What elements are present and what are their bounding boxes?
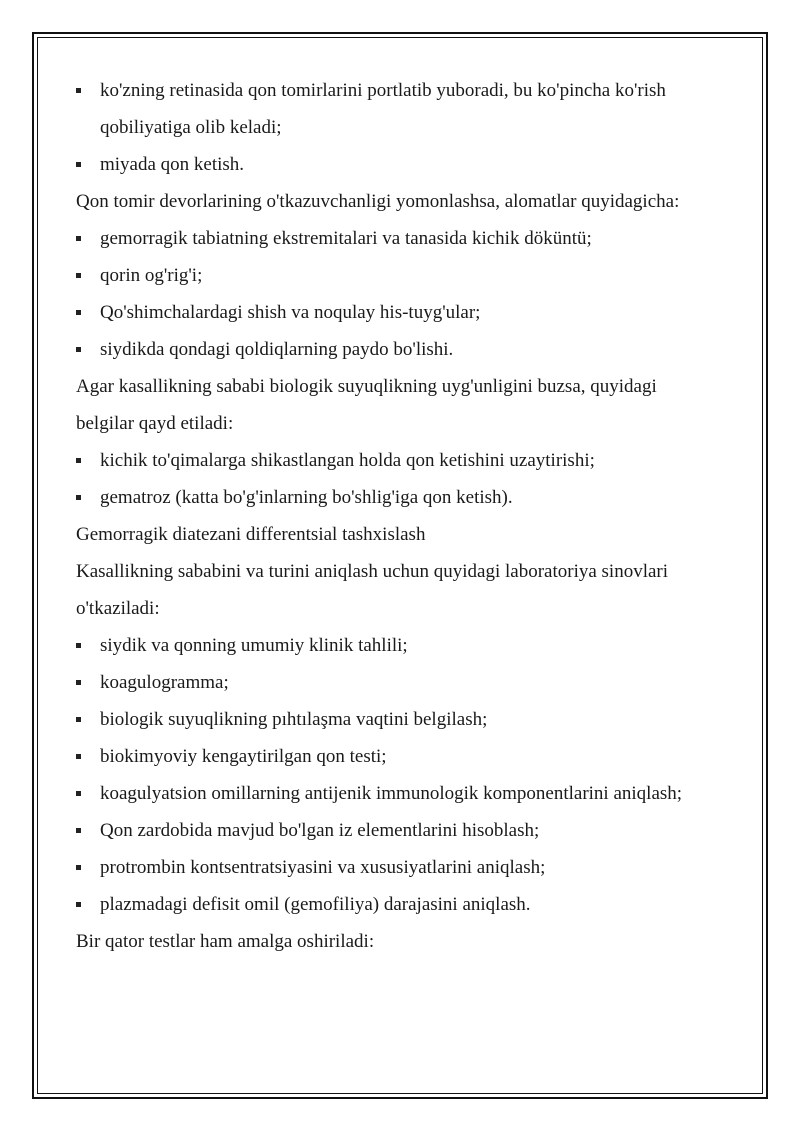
bullet-icon [76, 88, 81, 93]
bullet-list-lab-tests [76, 627, 716, 923]
document-body [76, 72, 716, 960]
list-item [76, 775, 716, 812]
bullet-list-clotting-signs [76, 442, 716, 516]
list-item-text: protrombin kontsentratsiyasini va xususiyatlarini aniqlash; [100, 857, 546, 878]
list-item [76, 294, 716, 331]
bullet-icon [76, 828, 81, 833]
list-item [76, 331, 716, 368]
list-item-text: koagulyatsion omillarning antijenik immunologik komponentlarini aniqlash; [100, 783, 683, 804]
bullet-icon [76, 162, 81, 167]
list-item [76, 627, 716, 664]
list-item-text: ko'zning retinasida qon tomirlarini portlatib yuboradi, bu ko'pincha ko'rish qobiliyatiga olib keladi; [100, 80, 666, 138]
bullet-list-vessel-symptoms [76, 220, 716, 368]
section-heading: Gemorragik diatezani differentsial tashxislash [76, 524, 426, 545]
list-item-text: plazmadagi defisit omil (gemofiliya) darajasini aniqlash. [100, 894, 531, 915]
list-item-text: biologik suyuqlikning pıhtılaşma vaqtini belgilash; [100, 709, 488, 730]
list-item-text: siydikda qondagi qoldiqlarning paydo bo'lishi. [100, 339, 454, 360]
list-item-text: Qo'shimchalardagi shish va noqulay his-tuyg'ular; [100, 302, 481, 323]
bullet-icon [76, 791, 81, 796]
list-item [76, 479, 716, 516]
bullet-icon [76, 643, 81, 648]
paragraph: Kasallikning sababini va turini aniqlash uchun quyidagi laboratoriya sinovlari o'tkaziladi: [76, 561, 669, 619]
bullet-icon [76, 347, 81, 352]
paragraph: Qon tomir devorlarining o'tkazuvchanligi yomonlashsa, alomatlar quyidagicha: [76, 191, 680, 212]
list-item [76, 849, 716, 886]
list-item-text: miyada qon ketish. [100, 154, 245, 175]
bullet-icon [76, 902, 81, 907]
list-item-text: gematroz (katta bo'g'inlarning bo'shlig'iga qon ketish). [100, 487, 513, 508]
bullet-icon [76, 680, 81, 685]
bullet-icon [76, 310, 81, 315]
paragraph: Bir qator testlar ham amalga oshiriladi: [76, 931, 375, 952]
bullet-list-effects [76, 72, 716, 183]
list-item [76, 812, 716, 849]
bullet-icon [76, 458, 81, 463]
list-item-text: biokimyoviy kengaytirilgan qon testi; [100, 746, 387, 767]
list-item-text: siydik va qonning umumiy klinik tahlili; [100, 635, 408, 656]
list-item [76, 738, 716, 775]
list-item-text: kichik to'qimalarga shikastlangan holda qon ketishini uzaytirishi; [100, 450, 595, 471]
list-item [76, 886, 716, 923]
bullet-icon [76, 273, 81, 278]
bullet-icon [76, 865, 81, 870]
list-item-text: qorin og'rig'i; [100, 265, 203, 286]
bullet-icon [76, 495, 81, 500]
list-item [76, 701, 716, 738]
list-item [76, 664, 716, 701]
paragraph: Agar kasallikning sababi biologik suyuqlikning uyg'unligini buzsa, quyidagi belgilar qayd etiladi: [76, 376, 657, 434]
bullet-icon [76, 754, 81, 759]
list-item [76, 257, 716, 294]
list-item [76, 146, 716, 183]
list-item [76, 220, 716, 257]
list-item-text: Qon zardobida mavjud bo'lgan iz elementlarini hisoblash; [100, 820, 540, 841]
bullet-icon [76, 717, 81, 722]
list-item [76, 72, 716, 146]
list-item-text: gemorragik tabiatning ekstremitalari va tanasida kichik döküntü; [100, 228, 592, 249]
list-item-text: koagulogramma; [100, 672, 229, 693]
bullet-icon [76, 236, 81, 241]
list-item [76, 442, 716, 479]
